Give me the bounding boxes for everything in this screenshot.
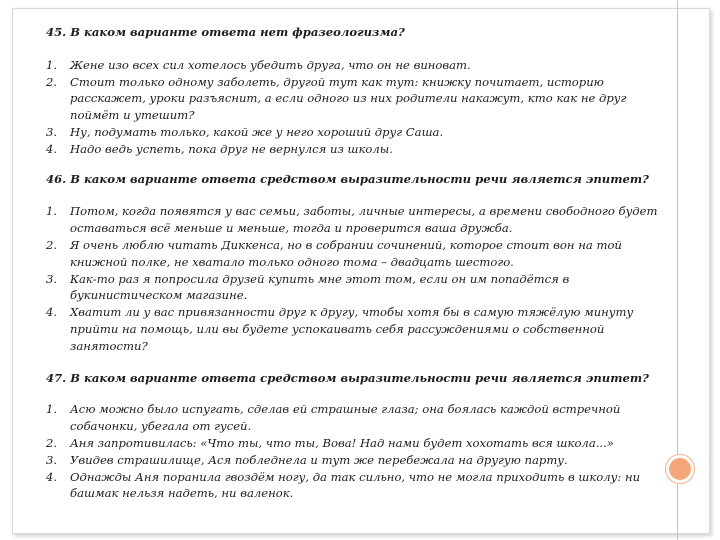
option-number: 4. — [46, 469, 58, 484]
option-number: 4. — [46, 305, 58, 320]
option-item — [46, 124, 666, 141]
option-number: 3. — [46, 452, 58, 467]
option-item — [46, 57, 666, 74]
question-title: 46. В каком варианте ответа средством выразительности речи является эпитет? — [46, 171, 649, 186]
option-number: 1. — [46, 402, 58, 417]
option-text: Потом, когда появятся у вас семьи, заботы, личные интересы, а времени свободного будет оставаться всё меньше и меньше, тогда и проверится ваша дружба. — [70, 204, 658, 236]
option-text: Аня запротивилась: «Что ты, что ты, Вова! Над нами будет хохотать вся школа...» — [70, 435, 614, 450]
option-number: 2. — [46, 435, 58, 450]
option-text: Асю можно было испугать, сделав ей страшные глаза; она боялась каждой встречной собачонки, убегала от гусей. — [70, 402, 621, 434]
option-text: Как-то раз я попросила друзей купить мне этот том, если он им попадётся в букинистическом магазине. — [70, 271, 570, 303]
option-item — [46, 435, 666, 452]
option-text: Однажды Аня поранила гвоздём ногу, да так сильно, что не могла приходить в школу: ни башмак нельзя надеть, ни валенок. — [70, 469, 641, 501]
question-title: 47. В каком варианте ответа средством выразительности речи является эпитет? — [46, 370, 649, 385]
option-item — [46, 401, 666, 435]
option-list — [46, 401, 666, 502]
option-number: 3. — [46, 271, 58, 286]
option-text: Я очень люблю читать Диккенса, но в собрании сочинений, которое стоит вон на той книжной полке, не хватало только одного тома – двадцать шестого. — [70, 237, 622, 269]
option-number: 2. — [46, 74, 58, 89]
option-item — [46, 452, 666, 469]
option-text: Хватит ли у вас привязанности друг к другу, чтобы хотя бы в самую тяжёлую минуту прийти на помощь, или вы будете успокаивать себя рассуждениями о собственной занятости? — [70, 305, 634, 353]
question-46 — [46, 171, 666, 355]
option-item — [46, 271, 666, 305]
decorative-circle — [666, 455, 694, 483]
option-number: 3. — [46, 124, 58, 139]
question-45 — [46, 24, 666, 158]
option-item — [46, 203, 666, 237]
option-text: Увидев страшилище, Ася побледнела и тут же перебежала на другую парту. — [70, 452, 568, 467]
option-list — [46, 57, 666, 158]
option-text: Надо ведь успеть, пока друг не вернулся из школы. — [70, 141, 393, 156]
question-title: 45. В каком варианте ответа нет фразеологизма? — [46, 25, 405, 39]
option-number: 2. — [46, 237, 58, 252]
option-text: Жене изо всех сил хотелось убедить друга, что он не виноват. — [70, 57, 471, 72]
option-number: 1. — [46, 204, 58, 219]
option-item — [46, 304, 666, 354]
option-number: 4. — [46, 141, 58, 156]
option-item — [46, 469, 666, 503]
document-content — [46, 24, 666, 502]
question-47 — [46, 370, 666, 503]
option-list — [46, 203, 666, 354]
option-text: Ну, подумать только, какой же у него хороший друг Саша. — [70, 124, 444, 139]
option-number: 1. — [46, 57, 58, 72]
option-item — [46, 237, 666, 271]
option-item — [46, 141, 666, 158]
option-text: Стоит только одному заболеть, другой тут как тут: книжку почитает, историю расскажет, уроки разъяснит, а если одного из них родители накажут, кто как не друг поймёт и утешит? — [70, 74, 627, 123]
option-item — [46, 74, 666, 124]
